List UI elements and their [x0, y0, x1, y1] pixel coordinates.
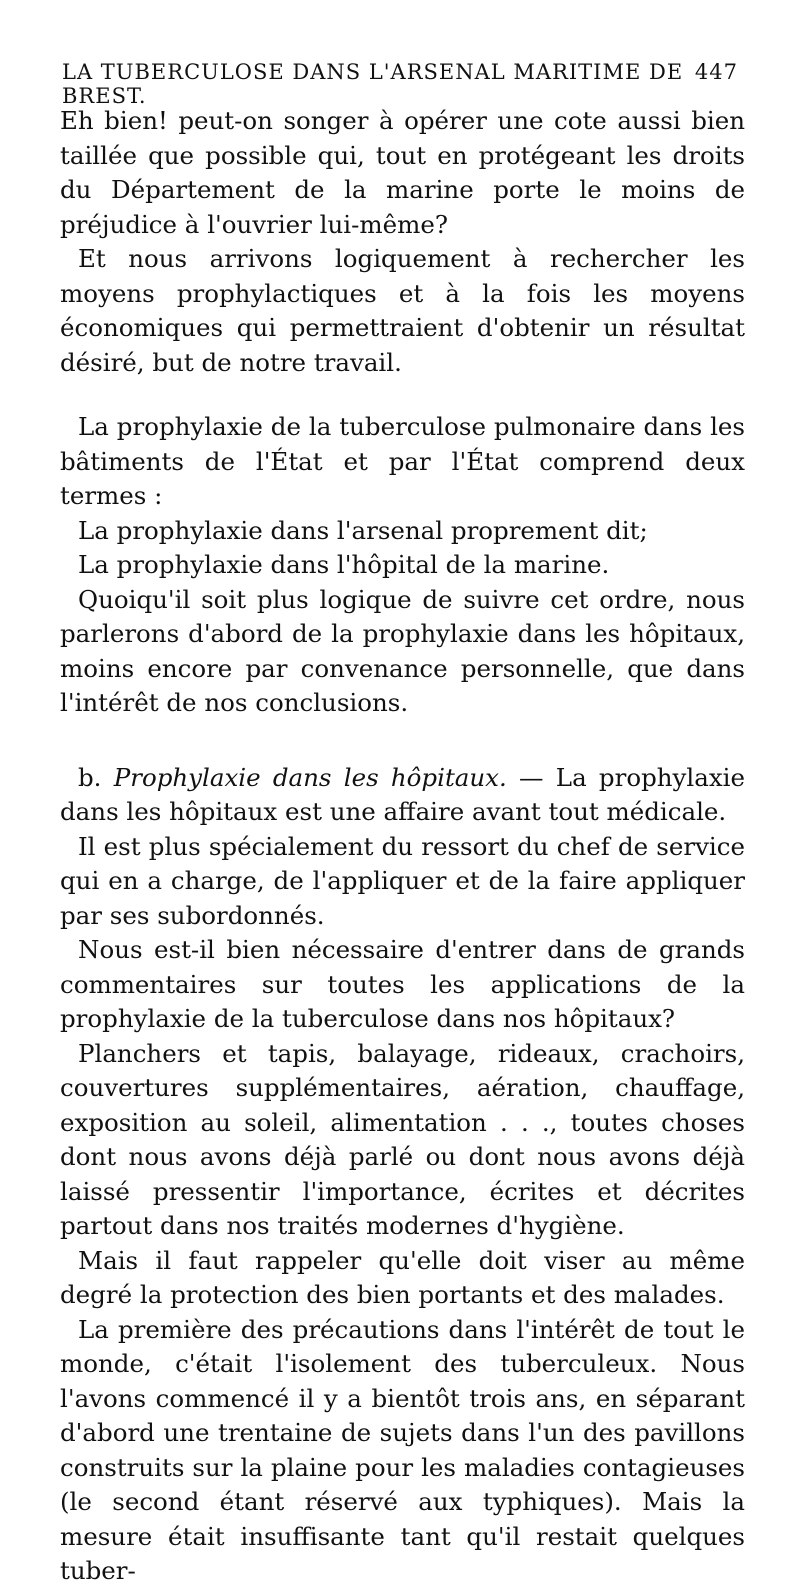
paragraph: Mais il faut rappeler qu'elle doit viser au même degré la protection des bien portants et des malades. [60, 1245, 745, 1309]
paragraph: Planchers et tapis, balayage, rideaux, crachoirs, couvertures supplémentaires, aération, chauffage, exposition au soleil, alimentation . . ., toutes choses dont nous avons déjà parlé ou dont nous avons déjà laissé pressentir l'importance, écrites et décrites partout dans nos traités modernes d'hygiène. [60, 1038, 745, 1240]
section-title: Prophylaxie dans les hôpitaux. [113, 762, 507, 792]
paragraph: La prophylaxie de la tuberculose pulmonaire dans les bâtiments de l'État et par l'État comprend deux termes : [60, 412, 745, 510]
section-label: b. [78, 762, 102, 792]
paragraph: La prophylaxie dans l'hôpital de la marine. [78, 550, 610, 579]
paragraph: Eh bien! peut-on songer à opérer une cote aussi bien taillée que possible qui, tout en protégeant les droits du Département de la marine porte le moins de préjudice à l'ouvrier lui-même? [60, 106, 745, 239]
paragraph: Nous est-il bien nécessaire d'entrer dans de grands commentaires sur toutes les applications de la prophylaxie de la tuberculose dans nos hôpitaux? [60, 935, 745, 1033]
section-b-heading [60, 761, 745, 830]
body-text [60, 104, 745, 1589]
paragraph: La prophylaxie dans l'arsenal proprement dit; [78, 515, 648, 545]
paragraph: La première des précautions dans l'intérêt de tout le monde, c'était l'isolement des tuberculeux. Nous l'avons commencé il y a bientôt trois ans, en séparant d'abord une trentaine de sujets dans l'un des pavillons construits sur la plaine pour les maladies contagieuses (le second étant réservé aux typhiques). Mais la mesure était insuffisante tant qu'il restait quelques tuber- [60, 1314, 745, 1585]
section-lead: — La prophylaxie dans les hôpitaux est une affaire avant tout médicale. [60, 762, 745, 826]
running-head [62, 60, 738, 108]
paragraph: Il est plus spécialement du ressort du chef de service qui en a charge, de l'appliquer et de la faire appliquer par ses subordonnés. [60, 831, 745, 930]
page-number: 447 [694, 60, 738, 84]
paragraph: Et nous arrivons logiquement à rechercher les moyens prophylactiques et à la fois les moyens économiques qui permettraient d'obtenir un résultat désiré, but de notre travail. [60, 244, 745, 377]
paragraph: Quoiqu'il soit plus logique de suivre cet ordre, nous parlerons d'abord de la prophylaxie dans les hôpitaux, moins encore par convenance personnelle, que dans l'intérêt de nos conclusions. [60, 584, 745, 717]
running-title: LA TUBERCULOSE DANS L'ARSENAL MARITIME DE BREST. [62, 60, 684, 108]
